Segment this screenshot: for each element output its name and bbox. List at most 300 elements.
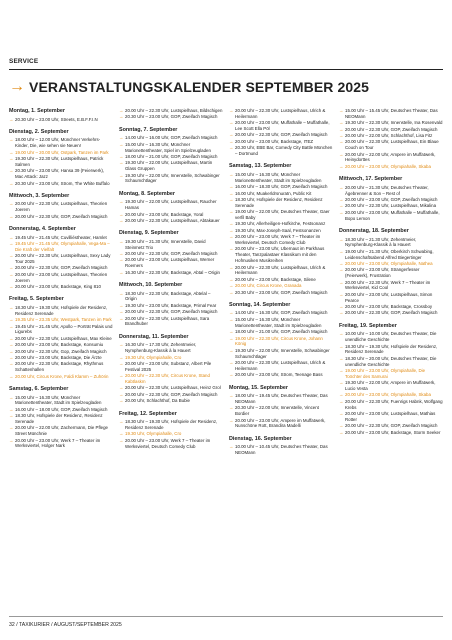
event-entry bbox=[9, 272, 113, 284]
event-entry bbox=[339, 280, 443, 292]
event-text: 20.00 Uhr – 22.30 Uhr, Werk 7 – Theater im Werksviertel, Kid Cool bbox=[345, 279, 431, 291]
event-entry bbox=[229, 221, 333, 227]
arrow-right-icon: → bbox=[229, 132, 234, 138]
event-entry bbox=[9, 253, 113, 265]
arrow-right-icon: → bbox=[9, 437, 14, 443]
day-heading: Sonntag, 7. September bbox=[119, 126, 178, 133]
arrow-right-icon: → bbox=[9, 265, 14, 271]
event-entry-highlighted bbox=[339, 164, 443, 170]
event-text: 18.30 Uhr – 22.30 Uhr, Backstage, Abtelal – Origin bbox=[125, 290, 211, 302]
event-text: 20.00 Uhr – 23.00 Uhr, Lustspielhaus, Mathias Rotter bbox=[345, 411, 436, 422]
arrow-right-icon: → bbox=[9, 180, 14, 186]
arrow-right-icon: → bbox=[119, 217, 124, 223]
event-text: 20.00 Uhr – 23.00 Uhr, Backstage, Crossboy bbox=[345, 304, 433, 310]
event-text: 20.00 Uhr – 22.30 Uhr, Lustspielhaus, Max Kleine bbox=[15, 335, 112, 341]
event-entry bbox=[339, 304, 443, 310]
arrow-right-icon: → bbox=[229, 417, 234, 423]
calendar-column bbox=[9, 108, 113, 456]
arrow-right-icon: → bbox=[9, 240, 14, 246]
event-entry bbox=[229, 246, 333, 263]
event-text: 19.30 Uhr, Max-Joseph-Saal, Festsonanzen bbox=[235, 227, 321, 233]
event-entry bbox=[339, 237, 443, 249]
arrow-right-icon: → bbox=[339, 151, 344, 157]
event-text: 20.00 Uhr – 23.00 Uhr, Substanz, Albert Pile Festival 2025 bbox=[125, 361, 212, 372]
event-text: 20.00 Uhr – 23.00 Uhr, Ubernaut im Parkhaus Theater, Tanzpalastaer Klassikum mit den Hofmusiken Musikreihen bbox=[235, 246, 325, 264]
arrow-right-icon: → bbox=[339, 197, 344, 203]
event-text: 20.00 Uhr – 23.00 Uhr, GOP, Zweifach Magisch bbox=[345, 197, 438, 203]
arrow-right-icon: → bbox=[229, 393, 234, 399]
event-text: 19.30 Uhr, Allerheiligen-Hofkirche, Festsonanz bbox=[235, 221, 326, 227]
day-heading: Dienstag, 16. September bbox=[229, 435, 292, 442]
arrow-right-icon: → bbox=[9, 425, 14, 431]
event-entry bbox=[229, 139, 333, 145]
event-entry bbox=[9, 181, 113, 187]
event-entry bbox=[9, 265, 113, 271]
arrow-right-icon: → bbox=[339, 411, 344, 417]
arrow-right-icon: → bbox=[229, 190, 234, 196]
arrow-right-icon: → bbox=[9, 394, 14, 400]
arrow-right-icon: → bbox=[9, 342, 14, 348]
arrow-right-icon: → bbox=[9, 373, 14, 379]
arrow-right-icon: → bbox=[9, 253, 14, 259]
event-entry bbox=[229, 234, 333, 246]
arrow-right-icon: → bbox=[229, 372, 234, 378]
event-entry bbox=[339, 380, 443, 392]
event-entry bbox=[339, 331, 443, 343]
event-entry bbox=[119, 398, 223, 404]
event-text: 20.00 Uhr – 22.30 Uhr, Lustspielhaus, Sexy Lady Tour 2025 bbox=[15, 253, 111, 264]
event-text: 20.00 Uhr – 22.30 Uhr, Gop, Zweifach Magisch bbox=[15, 348, 107, 354]
arrow-right-icon: → bbox=[339, 261, 344, 266]
event-entry bbox=[339, 185, 443, 197]
event-text: 20.00 Uhr – 23.00 Uhr, Olympiahalle, Nathea bbox=[345, 261, 433, 266]
event-text: 15.00 Uhr – 16.30 Uhr, Münchner Marionettentheater, Spiel im Spielzeugladen bbox=[125, 141, 211, 153]
event-text: 15.00 Uhr – 16.30 Uhr, Münchner Marionettentheater, Stadt im Spielzeugladen bbox=[15, 394, 102, 406]
event-text: 20.00 Uhr – 22.30 Uhr, Lustspielhaus, Bildschigen bbox=[125, 108, 223, 113]
event-text: 20.30 Uhr – 23.00 Uhr, GOP, Zweifach Magisch bbox=[125, 114, 218, 120]
event-entry bbox=[229, 132, 333, 138]
event-entry bbox=[9, 438, 113, 450]
event-text: 19.45 Uhr – 21.45 Uhr, Olympiahalle, Vega-Ma – Die Kraft der Vielfalt bbox=[15, 240, 110, 252]
arrow-right-icon: → bbox=[119, 385, 124, 391]
event-entry bbox=[9, 137, 113, 149]
arrow-right-icon: → bbox=[339, 331, 344, 337]
event-text: 20.00 Uhr – 23.00 Uhr, Lustspielhaus, Werner Roemers bbox=[125, 257, 215, 269]
event-text: 16.30 Uhr – 17.30 Uhr, Zehentmeier, Nymphenburg-Klassik à la Hauert bbox=[125, 342, 197, 354]
arrow-right-icon: → bbox=[119, 269, 124, 275]
arrow-right-icon: → bbox=[119, 315, 124, 321]
event-entry bbox=[339, 108, 443, 120]
arrow-right-icon: → bbox=[339, 108, 344, 113]
event-entry bbox=[229, 209, 333, 221]
event-text: 20.00 Uhr – 23.00 Uhr, Backstage, Silene bbox=[235, 276, 316, 282]
event-entry bbox=[229, 228, 333, 234]
arrow-right-icon: → bbox=[339, 139, 344, 145]
arrow-right-icon: → bbox=[119, 302, 124, 308]
event-entry bbox=[119, 303, 223, 309]
event-entry bbox=[119, 392, 223, 398]
event-text: 10.00 Uhr – 10.00 Uhr, Deutsches Theater, Die unendliche Geschichte bbox=[345, 331, 437, 343]
arrow-right-icon: → bbox=[229, 138, 234, 144]
arrow-right-icon: → bbox=[9, 317, 14, 323]
top-rule bbox=[9, 69, 443, 70]
event-entry bbox=[339, 203, 443, 209]
event-text: 20.00 Uhr – 22.30 Uhr, GOP, Zweifach Magisch bbox=[345, 126, 438, 132]
event-entry bbox=[9, 355, 113, 361]
event-text: 20.00 Uhr – 23.00 Uhr, Backstage, King 810 bbox=[15, 284, 101, 290]
arrow-right-icon: → bbox=[119, 114, 124, 120]
event-text: 20.00 Uhr – 22.30 Uhr, Lustspielhaus, Ulrich & Heilermann bbox=[235, 359, 326, 371]
arrow-right-icon: → bbox=[119, 172, 124, 178]
arrow-right-icon: → bbox=[229, 359, 234, 365]
day-heading: Mittwoch, 10. September bbox=[119, 282, 183, 289]
arrow-right-icon: → bbox=[339, 398, 344, 404]
event-text: 20.00 Uhr – 22.30 Uhr, Circus Krone, Stand Kabtlaskm bbox=[125, 373, 210, 385]
event-entry bbox=[339, 399, 443, 411]
event-entry bbox=[119, 251, 223, 257]
arrow-right-icon: → bbox=[119, 257, 124, 263]
event-entry bbox=[119, 291, 223, 303]
event-entry bbox=[119, 270, 223, 276]
arrow-right-icon: → bbox=[119, 309, 124, 315]
event-text: 20.00 Uhr – 23.00 Uhr, Backstage, ITEZ bbox=[235, 138, 314, 144]
event-entry bbox=[339, 356, 443, 368]
arrow-right-icon: → bbox=[229, 276, 234, 282]
day-heading: Freitag, 12. September bbox=[119, 410, 177, 417]
event-entry bbox=[119, 361, 223, 373]
event-entry bbox=[339, 127, 443, 133]
event-text: 20.30 Uhr – 22.00 Uhr, Innenstelle, Vincent Bordier bbox=[235, 405, 319, 417]
event-entry-highlighted bbox=[119, 355, 223, 361]
event-text: 15.00 Uhr – 16.30 Uhr, Münchner Marionettentheater, Stadt im Spielzeugladen bbox=[235, 316, 322, 328]
arrow-right-icon: → bbox=[229, 120, 234, 126]
event-text: 20.00 Uhr – 23.00 Uhr, Strangerfesser (Feierwerk), Frustration bbox=[345, 267, 420, 279]
arrow-right-icon: → bbox=[9, 355, 14, 361]
event-text: 16.00 Uhr – 18.00 Uhr, GOP, Zweifach Magisch bbox=[15, 406, 108, 412]
arrow-right-icon: → bbox=[9, 304, 14, 310]
event-text: 20.00 Uhr, Circus Krone, Granada bbox=[235, 283, 302, 289]
event-entry bbox=[119, 385, 223, 391]
event-entry bbox=[229, 418, 333, 430]
arrow-right-icon: → bbox=[9, 234, 14, 240]
arrow-right-icon: → bbox=[339, 310, 344, 316]
arrow-right-icon: → bbox=[9, 323, 14, 329]
event-entry-highlighted bbox=[9, 317, 113, 323]
day-heading: Donnerstag, 18. September bbox=[339, 228, 409, 235]
event-text: 20.00 Uhr – 22.30 Uhr, GOP, Zweifach Magisch bbox=[125, 251, 218, 257]
arrow-right-icon: → bbox=[339, 267, 344, 273]
day-heading: Montag, 1. September bbox=[9, 108, 66, 114]
event-entry bbox=[229, 444, 333, 456]
event-entry bbox=[119, 114, 223, 120]
arrow-right-icon: → bbox=[9, 361, 14, 367]
event-text: 20.00 Uhr – 22.30 Uhr, GOP, Zweifach Magisch bbox=[15, 213, 108, 219]
event-entry bbox=[119, 108, 223, 114]
event-text: 20.00 Uhr – 23.00 Uhr, Backstage, Yoral bbox=[125, 211, 204, 217]
arrow-right-icon: → bbox=[339, 209, 344, 215]
arrow-right-icon: → bbox=[119, 199, 124, 205]
day-heading: Montag, 15. September bbox=[229, 384, 289, 391]
event-entry bbox=[339, 430, 443, 436]
arrow-right-icon: → bbox=[229, 335, 234, 341]
event-text: 20.00 Uhr – 23.00 Uhr, Olympiahalle, Skaba bbox=[345, 392, 431, 398]
event-entry bbox=[9, 168, 113, 180]
event-text: 19.30 Uhr – 21.30 Uhr, Innenstelle, David Steinmetz Trio bbox=[125, 238, 206, 250]
day-heading: Samstag, 13. September bbox=[229, 163, 292, 170]
arrow-right-icon: → bbox=[229, 264, 234, 270]
arrow-right-icon: → bbox=[9, 156, 14, 162]
event-entry bbox=[229, 310, 333, 316]
arrow-right-icon: → bbox=[229, 316, 234, 322]
event-entry bbox=[339, 210, 443, 222]
arrow-right-icon: → bbox=[229, 221, 234, 227]
event-entry bbox=[229, 348, 333, 360]
event-text: 20.00 Uhr – 23.00 Uhr, Olympiahalle, Skaba bbox=[345, 163, 431, 169]
arrow-right-icon: → bbox=[339, 279, 344, 285]
arrow-right-icon: → bbox=[229, 227, 234, 233]
event-text: 20.00 Uhr – 22.30 Uhr, Lustspielhaus, Sara Brandhuber bbox=[125, 315, 210, 327]
arrow-right-icon: → bbox=[119, 290, 124, 296]
arrow-right-icon: → bbox=[229, 405, 234, 411]
arrow-right-icon: → bbox=[119, 160, 124, 166]
event-entry bbox=[9, 407, 113, 413]
event-text: 18.30 Uhr, Hofspiele der Residenz, Residenz Serenade bbox=[235, 197, 323, 208]
event-entry bbox=[119, 419, 223, 431]
event-text: 20.00 Uhr – 22.30 Uhr, Lustspielhaus, Heinz Grol bbox=[125, 385, 221, 391]
event-text: 18.30 Uhr, Hofspiele der Residenz, Residenz Serenade bbox=[15, 413, 103, 424]
calendar-column bbox=[339, 108, 443, 456]
day-heading: Samstag, 6. September bbox=[9, 386, 69, 393]
event-entry-highlighted bbox=[119, 373, 223, 385]
event-text: 20.00 Uhr – 22.30 Uhr, Lustspielhaus, Ulrich & Heilermann bbox=[235, 264, 326, 276]
day-heading: Freitag, 19. September bbox=[339, 322, 397, 329]
arrow-right-icon: → bbox=[339, 423, 344, 429]
section-label: SERVICE bbox=[9, 58, 39, 65]
arrow-right-icon: → bbox=[119, 391, 124, 397]
arrow-right-icon: → bbox=[229, 289, 234, 295]
event-text: 20.00 Uhr – 23.00 Uhr, Ampere im Muffatwerk, Nunschöne Rott, Brandira Madelli bbox=[235, 417, 326, 429]
arrow-right-icon: → bbox=[339, 392, 344, 398]
event-text: 18.00 Uhr – 19.45 Uhr, Deutsches Theater, Das NEOMann bbox=[235, 393, 328, 404]
event-entry bbox=[229, 145, 333, 157]
arrow-right-icon: → bbox=[119, 211, 124, 217]
event-text: 19.30 Uhr – 22.30 Uhr, Lustspielhaus, Patrick Salmen bbox=[15, 156, 104, 167]
event-entry bbox=[229, 329, 333, 335]
event-entry-highlighted bbox=[339, 261, 443, 267]
event-text: 20.00 Uhr – 23.00 Uhr, Werk 7 – Theater im Werksviertel, Deutsch Comedy Club bbox=[125, 437, 211, 449]
event-text: 15.00 Uhr – 16.30 Uhr, Münchner Marionettentheater, Stadt im Spielzeugladen bbox=[235, 171, 322, 183]
arrow-right-icon: → bbox=[229, 347, 234, 353]
arrow-right-icon: → bbox=[9, 271, 14, 277]
arrow-right-icon: → bbox=[229, 329, 234, 335]
event-text: 19.00 Uhr – 23.00 Uhr, Olympiahalle, Die Toöchter des Samurai bbox=[345, 368, 426, 379]
event-text: 20.30 Uhr – 23.00 Uhr, Streets, E.B.F.F.I.N bbox=[15, 116, 98, 122]
event-entry-highlighted bbox=[9, 150, 113, 156]
event-text: 20.00 Uhr, Circus Krone, Faldi Klamm – Zuhörin bbox=[15, 373, 109, 379]
arrow-right-icon: → bbox=[339, 343, 344, 349]
event-entry bbox=[119, 160, 223, 172]
event-text: 19.30 Uhr – 22.00 Uhr, Innenstelle, Schwabinger Schaumchtlager bbox=[125, 172, 220, 184]
event-text: 20.00 Uhr – 23.00 Uhr, Lustspielhaus, Theorien Joerem bbox=[15, 271, 108, 283]
event-text: 20.00 Uhr – 23.00 Uhr, Strom, Teenage Bass bbox=[235, 372, 323, 378]
day-heading: Montag, 8. September bbox=[119, 190, 176, 197]
arrow-right-icon: → bbox=[119, 373, 124, 379]
day-heading: Mittwoch, 17. September bbox=[339, 176, 403, 183]
event-entry bbox=[339, 197, 443, 203]
day-heading: Dienstag, 9. September bbox=[119, 230, 179, 237]
event-entry bbox=[339, 139, 443, 151]
event-entry bbox=[9, 235, 113, 241]
event-text: 20.00 Uhr – 22.30 Uhr, Lustspielhaus, Ulrich & Heilermann bbox=[235, 108, 326, 119]
event-text: 20.00 Uhr – 22.30 Uhr, Lustspielhaus, Abtakauer bbox=[125, 217, 220, 223]
event-entry bbox=[119, 257, 223, 269]
event-text: 20.30 Uhr – 23.00 Uhr, Strom, The White Buffalo bbox=[15, 180, 110, 186]
event-entry bbox=[339, 249, 443, 261]
event-entry bbox=[339, 310, 443, 316]
event-entry bbox=[229, 405, 333, 417]
event-text: 14.00 Uhr – 16.30 Uhr, GOP, Zweifach Magisch bbox=[235, 310, 328, 316]
event-text: 20.00 Uhr – 22.30 Uhr, Fuenrigs Habnk, Wolfgang Krebs bbox=[345, 398, 443, 410]
event-entry bbox=[339, 152, 443, 164]
event-text: 20.00 Uhr – 22.30 Uhr, Lustspielhaus, Ein Blaue Couch on Tour bbox=[345, 139, 439, 151]
event-text: 18.00 Uhr – 21.00 Uhr, GOP, Zweifach Magisch bbox=[235, 329, 328, 335]
arrow-right-icon: → bbox=[229, 171, 234, 177]
arrow-right-icon: → bbox=[119, 437, 124, 443]
event-text: 19.35 Uhr – 23.35 Uhr, Westpark, Tanzen im Park bbox=[15, 317, 112, 323]
event-text: 20.00 Uhr, Schlachthof, Da Bubie bbox=[125, 398, 190, 404]
arrow-right-icon: → bbox=[9, 335, 14, 341]
day-heading: Mittwoch, 3. September bbox=[9, 192, 70, 199]
event-text: 20.30 Uhr, EBE Bar, Comedy City Battle München – Dortmund bbox=[235, 145, 333, 157]
event-entry bbox=[9, 342, 113, 348]
event-text: 19.30 Uhr – 22.00 Uhr, Ampere im Muffatwerk, Lucio Vesta bbox=[345, 380, 436, 392]
arrow-right-icon: → bbox=[339, 355, 344, 361]
event-text: 20.30 Uhr – 23.00 Uhr, GOP, Zweifach Magisch bbox=[235, 289, 328, 295]
event-text: 20.00 Uhr – 23.00 Uhr, Lustspielhaus, Simon Pearce bbox=[345, 291, 433, 303]
event-text: 20.00 Uhr – 22.00 Uhr, Ampere im Muffatwerk, Heinydorttes bbox=[345, 151, 436, 163]
arrow-right-icon: → bbox=[9, 78, 25, 95]
event-text: 19.30 Uhr, Olympiahalle, Cro bbox=[125, 431, 182, 437]
event-entry bbox=[119, 212, 223, 218]
event-text: 19.30 Uhr – 23.00 Uhr, Backstage, Primal Fear bbox=[125, 302, 217, 308]
calendar-column bbox=[229, 108, 333, 456]
page-footer: 32 / TAXIKURIER / AUGUST/SEPTEMBER 2025 bbox=[9, 622, 122, 628]
event-entry bbox=[9, 349, 113, 355]
event-entry-highlighted bbox=[339, 368, 443, 380]
event-text: 19.00 Uhr – 20.00 Uhr, Ostpark, Tanzen im Park bbox=[15, 149, 109, 155]
event-text: 18.30 Uhr – 19.30 Uhr, Hofspiele der Residenz, Residenz Serenade bbox=[125, 419, 218, 430]
arrow-right-icon: → bbox=[119, 135, 124, 141]
event-entry bbox=[229, 184, 333, 190]
arrow-right-icon: → bbox=[119, 108, 124, 113]
page-title: VERANSTALTUNGSKALENDER SEPTEMBER 2025 bbox=[29, 79, 370, 95]
arrow-right-icon: → bbox=[339, 120, 344, 126]
event-entry bbox=[9, 201, 113, 213]
event-entry bbox=[119, 342, 223, 354]
event-text: 20.00 Uhr – 23.00 Uhr, Backstage, Konsumiu bbox=[15, 342, 104, 348]
arrow-right-icon: → bbox=[339, 291, 344, 297]
arrow-right-icon: → bbox=[9, 116, 14, 122]
arrow-right-icon: → bbox=[119, 342, 124, 348]
event-text: 20.00 Uhr – 23.00 Uhr, Backstage, Storm Seeker bbox=[345, 429, 441, 435]
event-entry-highlighted bbox=[119, 431, 223, 437]
arrow-right-icon: → bbox=[119, 431, 124, 437]
arrow-right-icon: → bbox=[119, 398, 124, 404]
event-entry bbox=[119, 316, 223, 328]
arrow-right-icon: → bbox=[229, 197, 234, 203]
event-text: 18.30 Uhr – 21.30 Uhr, Zehentmeier, Nymphenburg-Klassik à la Hauert bbox=[345, 236, 417, 248]
event-entry bbox=[229, 393, 333, 405]
day-heading: Freitag, 5. September bbox=[9, 296, 64, 303]
event-text: 20.00 Uhr – 22.30 Uhr, GOP, Zweifach Magisch bbox=[15, 265, 108, 271]
event-entry bbox=[339, 411, 443, 423]
arrow-right-icon: → bbox=[119, 141, 124, 147]
arrow-right-icon: → bbox=[229, 310, 234, 316]
event-text: 20.00 Uhr – 23.00 Uhr, Muffathalle – Muffathalle, Lee Scott Ella Pöl bbox=[235, 120, 330, 132]
event-entry bbox=[339, 133, 443, 139]
event-entry bbox=[9, 156, 113, 168]
arrow-right-icon: → bbox=[339, 184, 344, 190]
event-entry bbox=[119, 438, 223, 450]
arrow-right-icon: → bbox=[119, 238, 124, 244]
event-entry bbox=[119, 218, 223, 224]
event-entry-highlighted bbox=[229, 283, 333, 289]
event-entry bbox=[119, 154, 223, 160]
event-entry bbox=[229, 191, 333, 197]
event-entry bbox=[9, 361, 113, 373]
event-text: 19.00 Uhr – 22.30 Uhr, Circus Krone, Johann König bbox=[235, 335, 323, 347]
calendar-column bbox=[119, 108, 223, 456]
arrow-right-icon: → bbox=[339, 248, 344, 254]
event-text: 20.00 Uhr – 22.00 Uhr, Zachermann, Die Pflege Street Münchnie bbox=[15, 425, 108, 437]
arrow-right-icon: → bbox=[339, 133, 344, 139]
arrow-right-icon: → bbox=[339, 304, 344, 310]
event-text: 20.00 Uhr – 22.30 Uhr, GOP, Zweifach Magisch bbox=[125, 391, 218, 397]
event-entry bbox=[339, 344, 443, 356]
arrow-right-icon: → bbox=[229, 234, 234, 240]
arrow-right-icon: → bbox=[119, 419, 124, 425]
event-text: 19.45 Uhr – 21.45 Uhr, Cuvilliéstheater, Hamlet bbox=[15, 234, 107, 240]
event-entry-highlighted bbox=[339, 392, 443, 398]
arrow-right-icon: → bbox=[9, 149, 14, 155]
event-text: 20.30 Uhr – 23.00 Uhr, Hansa 39 (Feierwerk), Mac Attack: Jazz bbox=[15, 168, 105, 180]
event-entry bbox=[229, 172, 333, 184]
event-text: 14.00 Uhr – 16.00 Uhr, GOP, Zweifach Magisch bbox=[125, 135, 218, 141]
event-entry bbox=[9, 117, 113, 123]
arrow-right-icon: → bbox=[9, 348, 14, 354]
arrow-right-icon: → bbox=[229, 209, 234, 215]
arrow-right-icon: → bbox=[9, 406, 14, 412]
event-entry bbox=[9, 336, 113, 342]
event-entry-highlighted bbox=[229, 336, 333, 348]
event-text: 20.00 Uhr – 23.00 Uhr, Werk 7 – Theater im Werksviertel, Holger Nark bbox=[15, 437, 101, 449]
event-entry bbox=[229, 265, 333, 277]
event-text: 19.30 Uhr, Olympiahalle, Cro bbox=[125, 354, 182, 360]
footer-rule bbox=[9, 616, 443, 617]
arrow-right-icon: → bbox=[229, 246, 234, 252]
arrow-right-icon: → bbox=[339, 126, 344, 132]
arrow-right-icon: → bbox=[229, 444, 234, 450]
event-text: 16.00 Uhr, Muakerldrsnuratn, Public Kit bbox=[235, 190, 312, 196]
arrow-right-icon: → bbox=[119, 251, 124, 257]
arrow-right-icon: → bbox=[339, 236, 344, 242]
event-entry bbox=[229, 277, 333, 283]
event-text: 20.00 Uhr – 22.00 Uhr, Schlachthof, Lisa Fitz bbox=[345, 133, 433, 139]
arrow-right-icon: → bbox=[9, 213, 14, 219]
event-text: 18.30 Uhr – 19.30 Uhr, Hofspiele der Residenz, Residenz Serenade bbox=[15, 304, 108, 316]
event-text: 19.30 Uhr – 22.30 Uhr, Innenstelle, Ina Rosenvald bbox=[345, 120, 443, 126]
arrow-right-icon: → bbox=[9, 168, 14, 174]
